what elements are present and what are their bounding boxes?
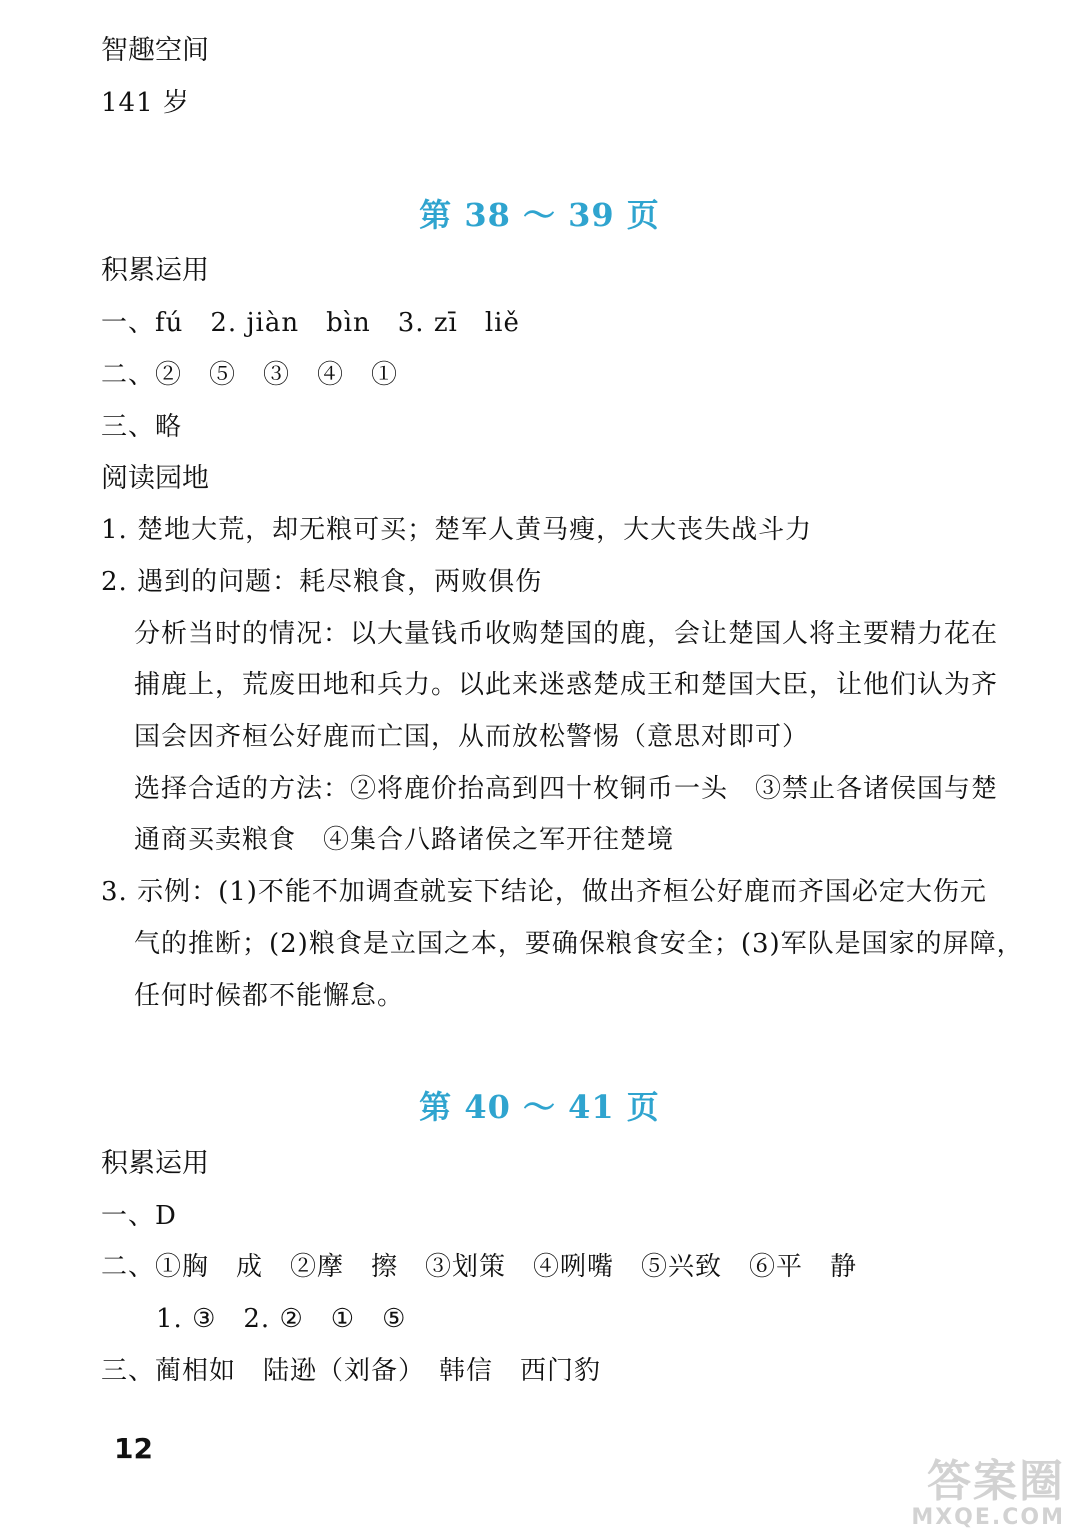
page-range-heading: 第 38 ～ 39 页 [419, 196, 660, 234]
section-title-jilei: 积累运用 [101, 255, 209, 286]
page-number: 12 [114, 1432, 153, 1465]
watermark-url: MXQE.COM [911, 1505, 1065, 1530]
answer-line: 分析当时的情况：以大量钱币收购楚国的鹿，会让楚国人将主要精力花在 [134, 619, 999, 649]
section-title-zhiqu: 智趣空间 [101, 35, 209, 66]
answer-line: 气的推断；(2)粮食是立国之本，要确保粮食安全；(3)军队是国家的屏障， [134, 929, 1024, 959]
answer-line: 一、D [101, 1201, 177, 1231]
answer-line: 任何时候都不能懈怠。 [134, 981, 405, 1011]
page-range-heading: 第 40 ～ 41 页 [419, 1088, 660, 1126]
answer-line: 2. 遇到的问题：耗尽粮食，两败俱伤 [101, 567, 543, 597]
answer-line: 通商买卖粮食 ④集合八路诸侯之军开往楚境 [134, 825, 675, 855]
answer-line: 一、fú 2. jiàn bìn 3. zī liě [101, 308, 520, 338]
answer-line: 141 岁 [101, 88, 190, 118]
watermark-title: 答案圈 [927, 1456, 1065, 1507]
watermark-logo [911, 1445, 1065, 1530]
answer-line: 三、略 [101, 412, 183, 442]
answer-line: 国会因齐桓公好鹿而亡国，从而放松警惕（意思对即可） [134, 722, 810, 752]
answer-line: 三、蔺相如 陆逊（刘备） 韩信 西门豹 [101, 1356, 602, 1386]
section-title-jilei: 积累运用 [101, 1148, 209, 1179]
answer-line: 选择合适的方法：②将鹿价抬高到四十枚铜币一头 ③禁止各诸侯国与楚 [134, 774, 999, 804]
answer-line: 二、② ⑤ ③ ④ ① [101, 360, 399, 390]
answer-line: 捕鹿上，荒废田地和兵力。以此来迷惑楚成王和楚国大臣，让他们认为齐 [134, 670, 999, 700]
answer-line: 二、①胸 成 ②摩 擦 ③划策 ④咧嘴 ⑤兴致 ⑥平 静 [101, 1252, 858, 1282]
answer-line: 1. ③ 2. ② ① ⑤ [156, 1304, 407, 1334]
section-title-yuedu: 阅读园地 [101, 463, 209, 494]
answer-line: 3. 示例：(1)不能不加调查就妄下结论，做出齐桓公好鹿而齐国必定大伤元 [101, 877, 987, 907]
answer-line: 1. 楚地大荒，却无粮可买；楚军人黄马瘦，大大丧失战斗力 [101, 515, 813, 545]
